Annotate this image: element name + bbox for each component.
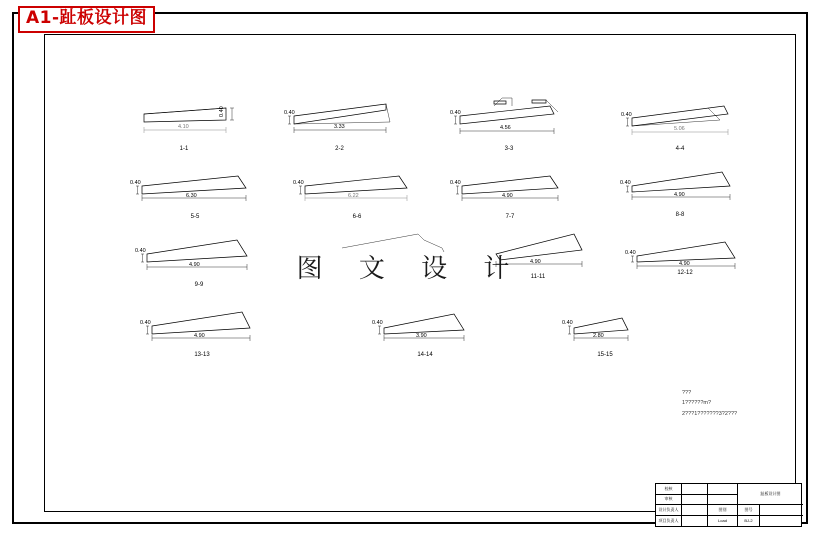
title-block-checker-label: 校核 xyxy=(656,484,682,495)
svg-text:5.06: 5.06 xyxy=(674,126,685,132)
part-detail-10-10 xyxy=(328,228,453,276)
svg-text:2.80: 2.80 xyxy=(593,333,604,339)
part-label: 14-14 xyxy=(417,352,433,358)
part-label: 8-8 xyxy=(675,212,685,218)
svg-text:3.90: 3.90 xyxy=(416,333,427,339)
part-label: 13-13 xyxy=(194,352,210,358)
svg-text:4.90: 4.90 xyxy=(194,333,205,339)
title-block-design-lead-value xyxy=(682,505,708,516)
part-detail-15-15 xyxy=(560,308,650,356)
notes-line-2: 1??????m? xyxy=(682,400,712,407)
svg-text:4.90: 4.90 xyxy=(674,192,685,198)
svg-text:0.40: 0.40 xyxy=(130,180,141,186)
part-detail-8-8 xyxy=(620,164,740,218)
title-block-cell-r2c3 xyxy=(708,495,738,506)
svg-text:6.22: 6.22 xyxy=(348,193,359,199)
svg-text:0.40: 0.40 xyxy=(293,180,304,186)
svg-text:0.40: 0.40 xyxy=(135,248,146,254)
part-detail-4-4 xyxy=(620,98,740,152)
notes-line-3: 2???1???????3?2??? xyxy=(682,410,738,417)
part-label: 3-3 xyxy=(504,146,514,152)
svg-text:0.40: 0.40 xyxy=(140,320,151,326)
title-block-drawing-type-label: 图别 xyxy=(708,505,738,516)
part-label: 7-7 xyxy=(505,214,515,220)
notes-block xyxy=(682,388,737,419)
svg-text:4.90: 4.90 xyxy=(189,262,200,268)
page-title: A1-趾板设计图 xyxy=(18,6,155,33)
svg-text:4.90: 4.90 xyxy=(679,261,690,267)
part-label: 12-12 xyxy=(677,270,693,276)
part-detail-1-1 xyxy=(130,98,238,152)
part-detail-3-3 xyxy=(450,94,568,152)
title-block-sheet-name: 趾板设计图 xyxy=(738,484,803,505)
title-block-project-lead-label: 项目负责人 xyxy=(656,516,682,527)
part-detail-12-12 xyxy=(625,232,745,284)
svg-text:0.40: 0.40 xyxy=(450,110,461,116)
part-detail-14-14 xyxy=(370,304,480,356)
part-label: 1-1 xyxy=(179,146,189,152)
part-detail-2-2 xyxy=(282,98,397,152)
svg-text:4.56: 4.56 xyxy=(500,125,511,131)
part-label: 4-4 xyxy=(675,146,685,152)
svg-text:0.40: 0.40 xyxy=(372,320,383,326)
part-detail-5-5 xyxy=(130,168,260,220)
part-label: 9-9 xyxy=(194,282,204,288)
title-block-reviewer-value xyxy=(682,495,708,506)
watermark-text: 图 文 设 计 xyxy=(296,254,524,284)
svg-text:0.40: 0.40 xyxy=(625,250,636,256)
part-detail-13-13 xyxy=(138,304,266,356)
svg-text:0.40: 0.40 xyxy=(219,106,225,117)
svg-text:0.40: 0.40 xyxy=(284,110,295,116)
svg-text:6.30: 6.30 xyxy=(186,193,197,199)
part-detail-7-7 xyxy=(450,168,570,220)
part-detail-9-9 xyxy=(135,232,263,288)
svg-text:4.10: 4.10 xyxy=(178,124,189,130)
notes-line-1: ??? xyxy=(682,390,692,396)
title-block-project-lead-value xyxy=(682,516,708,527)
title-block-design-lead-label: 设计负责人 xyxy=(656,505,682,516)
title-block-checker-value xyxy=(682,484,708,495)
svg-text:0.40: 0.40 xyxy=(621,112,632,118)
part-label: 11-11 xyxy=(530,274,546,280)
svg-text:0.40: 0.40 xyxy=(562,320,573,326)
title-block-cell-r4c5 xyxy=(760,516,803,527)
part-detail-11-11 xyxy=(478,228,598,280)
svg-text:3.33: 3.33 xyxy=(334,124,345,130)
title-block-drawing-no-value: BJ-2 xyxy=(738,516,760,527)
title-block-cell-r1c3 xyxy=(708,484,738,495)
title-block-drawing-no-label: 图号 xyxy=(738,505,760,516)
title-block xyxy=(655,483,802,527)
part-label: 2-2 xyxy=(335,146,344,152)
svg-text:0.40: 0.40 xyxy=(620,180,631,186)
title-block-reviewer-label: 审核 xyxy=(656,495,682,506)
svg-text:4.90: 4.90 xyxy=(530,259,541,265)
title-block-cell-r3c5 xyxy=(760,505,803,516)
part-detail-6-6 xyxy=(293,168,421,220)
part-label: 15-15 xyxy=(597,352,613,358)
svg-text:4.90: 4.90 xyxy=(502,193,513,199)
svg-text:0.40: 0.40 xyxy=(450,180,461,186)
part-label: 5-5 xyxy=(190,214,200,220)
title-block-load-value: Load xyxy=(708,516,738,527)
part-label: 6-6 xyxy=(352,214,362,220)
